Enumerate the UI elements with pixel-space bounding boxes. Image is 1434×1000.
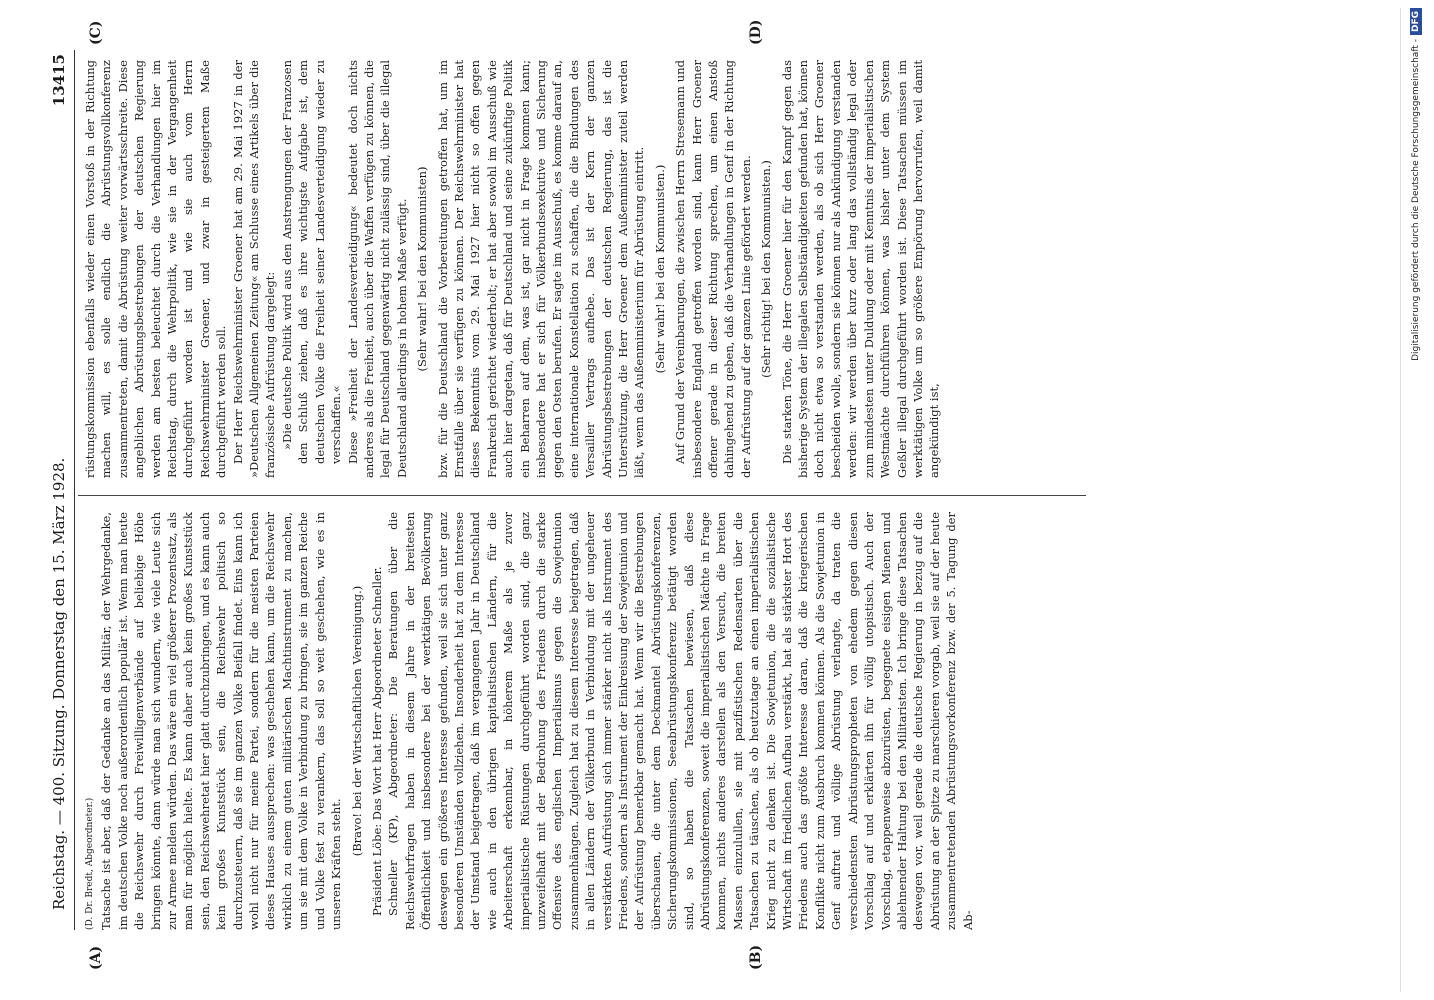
interjection: (Sehr richtig! bei den Kommunisten.)	[759, 160, 774, 378]
paragraph: Schneller (KP), Abgeordneter: Die Beratungen über die Reichswehrfragen haben in diesem Jahre in der breitesten Öffentlichkeit und insbesondere bei der werktätigen Bevölkerung deswegen ein größeres Interesse gefunden, weil sie sich unter ganz besonderen Umständen vollziehen. Insonderheit hat zu dem Interesse der Umstand beigetragen, daß im vergangenen Jahr in Deutschland wie auch in den übrigen kapitalistischen Ländern, für die Arbeiterschaft erkennbar, in höherem Maße als je zuvor imperialistische Rüstungen durchgeführt worden sind, die ganz unzweifelhaft mit der Bedrohung des Friedens durch die starke Offensive des englischen Imperialismus gegen die Sowjetunion zusammenhängen. Zugleich hat zu diesem Interesse beigetragen, daß in allen Ländern der Völkerbund in Verbindung mit der ungeheuer verstärkten Aufrüstung sich immer stärker nicht als Instrument des Friedens, sondern als Instrument der Einkreisung der Sowjetunion und der Aufrüstung bemerkbar gemacht hat. Wenn wir die Bestrebungen überschauen, die unter dem Deckmantel Abrüstungskonferenzen, Sicherungskommissionen, Seeabrüstungskonferenz betätigt worden sind, so haben die Tatsachen bewiesen, daß diese Abrüstungskonferenzen, soweit die imperialistischen Mächte in Frage kommen, nichts anderes darstellen als den Versuch, die breiten Massen einzulullen, sie mit pazifistischen Redensarten über die Tatsachen zu täuschen, als ob heutzutage an einen imperialistischen Krieg nicht zu denken ist. Die Sowjetunion, die die sozialistische Wirtschaft im friedlichen Aufbau verstärkt, hat als stärkster Hort des Friedens auch das größte Interesse daran, daß die kriegerischen Konflikte nicht zum Ausbruch kommen können. Als die Sowjetunion in Genf auftrat und völlige Abrüstung verlangte, da traten die verschiedensten Abrüstungspropheten von ehedem gegen diesen Vorschlag auf und erklärten ihn für völlig utopistisch. Auch der Vorschlag, etappenweise abzurüsten, begegnete eisigen Mienen und ablehnender Haltung bei den Militaristen. Ich bringe diese Tatsachen deswegen vor, weil gerade die deutsche Regierung in bezug auf die Abrüstung an der Spitze zu marschieren vorgab, weil sie auf der heute zusammentretenden Abrüstungsvorkonferenz bzw. der 5. Tagung der Ab-	[386, 512, 975, 930]
applause-note: (Bravo! bei der Wirtschaftlichen Vereinigung.)	[349, 585, 364, 857]
dfg-logo: DFG	[1410, 8, 1422, 35]
column-divider	[78, 495, 1086, 496]
speaker-tag: (D. Dr. Bredt, Abgeordneter.)	[85, 797, 95, 930]
digitization-watermark	[1400, 8, 1431, 992]
paragraph: rüstungskommission ebenfalls wieder einen Vorstoß in der Richtung machen will, es solle endlich die Abrüstungsvollkonferenz zusammentreten, damit die Abrüstung weiter vorwärtsschreite. Diese angeblichen Abrüstungsbestrebungen der deutschen Regierung werden am besten beleuchtet durch die Verhandlungen hier im Reichstag, durch die Wehrpolitik, wie sie in der Vergangenheit durchgeführt worden ist und wie sie auch vom Herrn Reichswehrminister Groener, und zwar in gesteigertem Maße durchgeführt werden soll.	[83, 60, 229, 478]
margin-marker-d: (D)	[748, 19, 764, 45]
margin-marker-a: (A)	[88, 945, 104, 970]
header-title: Reichstag. — 400. Sitzung. Donnerstag den 15. März 1928.	[50, 457, 68, 910]
paragraph: Der Herr Reichswehrminister Groener hat am 29. Mai 1927 in der »Deutschen Allgemeinen Zeitung« am Schlusse eines Artikels über die französische Aufrüstung dargelegt:	[230, 60, 278, 478]
right-column	[82, 60, 1082, 478]
paragraph: bzw. für die Deutschland die Vorbereitungen getroffen hat, um im Ernstfalle über sie verfügen zu können. Der Reichswehrminister hat dieses Bekenntnis vom 29. Mai 1927 hier nicht so offen gegen Frankreich gerichtet wiederholt; er hat aber sowohl im Ausschuß wie auch hier dargetan, daß für Deutschland und seine zukünftige Politik ein Beharren auf dem, was ist, gar nicht in Frage kommen kann; insbesondere hat er sich für Völkerbundsexekutive und Sicherung gegen den Osten berufen. Er sagte im Ausschuß, es komme darauf an, eine internationale Konstellation zu schaffen, die die Bindungen des Versailler Vertrags aufhebe. Das ist der Kern der ganzen Abrüstungsbestrebungen der deutschen Regierung, das ist die Unterstützung, die Herr Groener dem Außenminister zuteil werden läßt, wenn das Außenministerium für Abrüstung eintritt.	[435, 60, 647, 478]
paragraph: Die starken Töne, die Herr Groener hier für den Kampf gegen das bisherige System der illegalen Selbständigkeiten gefunden hat, können doch nicht etwa so verstanden werden, als ob sich Herr Groener bescheiden wolle, sondern sie können nur als Ankündigung verstanden werden: wir werden über kurz oder lang das vollständig legal oder zum mindesten unter Duldung oder mit Kenntnis der imperialistischen Westmächte durchführen können, was bisher unter dem System Geßler illegal durchgeführt worden ist. Diese Tatsachen müssen im werktätigen Volke um so größere Empörung hervorrufen, weil damit angekündigt ist,	[779, 60, 942, 478]
interjection: (Sehr wahr! bei den Kommunisten.)	[652, 164, 667, 374]
interjection: (Sehr wahr! bei den Kommunisten)	[415, 166, 430, 372]
paragraph: Diese »Freiheit der Landesverteidigung« bedeutet doch nichts anderes als die Freiheit, auch über die Waffen verfügen zu können, die legal für Deutschland gegenwärtig nicht zulässig sind, über die illegal Deutschland allerdings in hohem Maße verfügt.	[345, 60, 409, 478]
paragraph: Auf Grund der Vereinbarungen, die zwischen Herrn Stresemann und insbesondere England getroffen worden sind, kann Herr Groener offener gerade in dieser Richtung sprechen, um einen Anstoß dahingehend zu geben, daß die Verhandlungen in Genf in der Richtung der Aufrüstung auf der ganzen Linie gefördert werden.	[673, 60, 753, 478]
left-column	[82, 512, 1082, 930]
document-page	[48, 19, 1388, 970]
page-number: 13415	[50, 54, 68, 107]
running-header	[48, 50, 75, 930]
president-remark: Präsident Löbe: Das Wort hat Herr Abgeordneter Schneller.	[369, 566, 384, 916]
quotation: »Die deutsche Politik wird aus den Anstrengungen der Franzosen den Schluß ziehen, daß es ihre wichtigste Aufgabe ist, dem deutschen Volke die Freiheit seiner Landesverteidigung wieder zu verschaffen.«	[279, 60, 344, 464]
margin-marker-c: (C)	[88, 20, 104, 45]
margin-marker-b: (B)	[748, 944, 764, 970]
watermark-text: Digitalisierung gefördert durch die Deutsche Forschungsgemeinschaft -	[1411, 39, 1421, 361]
paragraph: Tatsache ist aber, daß der Gedanke an das Militär, der Wehrgedanke, im deutschen Volke noch außerordentlich populär ist. Wenn man heute die Reichswehr durch Freiwilligenverbände auf beliebige Höhe bringen könnte, dann würde man sich wundern, wie viele Leute sich zur Armee melden würden. Das wäre ein viel größerer Prozentsatz, als man für möglich hielte. Es kann daher auch kein großes Kunststück sein, den Reichswehretat hier glatt durchzubringen, und es kann auch kein großes Kunststück sein, die Reichswehr politisch so durchzusteuern, daß sie im ganzen Volke Beifall findet. Eins kann ich wohl nicht nur für meine Partei, sondern für die meisten Parteien dieses Hauses aussprechen: was geschehen kann, um die Reichswehr wirklich zu einem guten militärischen Machtinstrument zu machen, um sie mit dem Volke in Verbindung zu bringen, sie im ganzen Reiche und Volke fest zu verankern, das soll so weit geschehen, wie es in unseren Kräften steht.	[99, 512, 344, 930]
